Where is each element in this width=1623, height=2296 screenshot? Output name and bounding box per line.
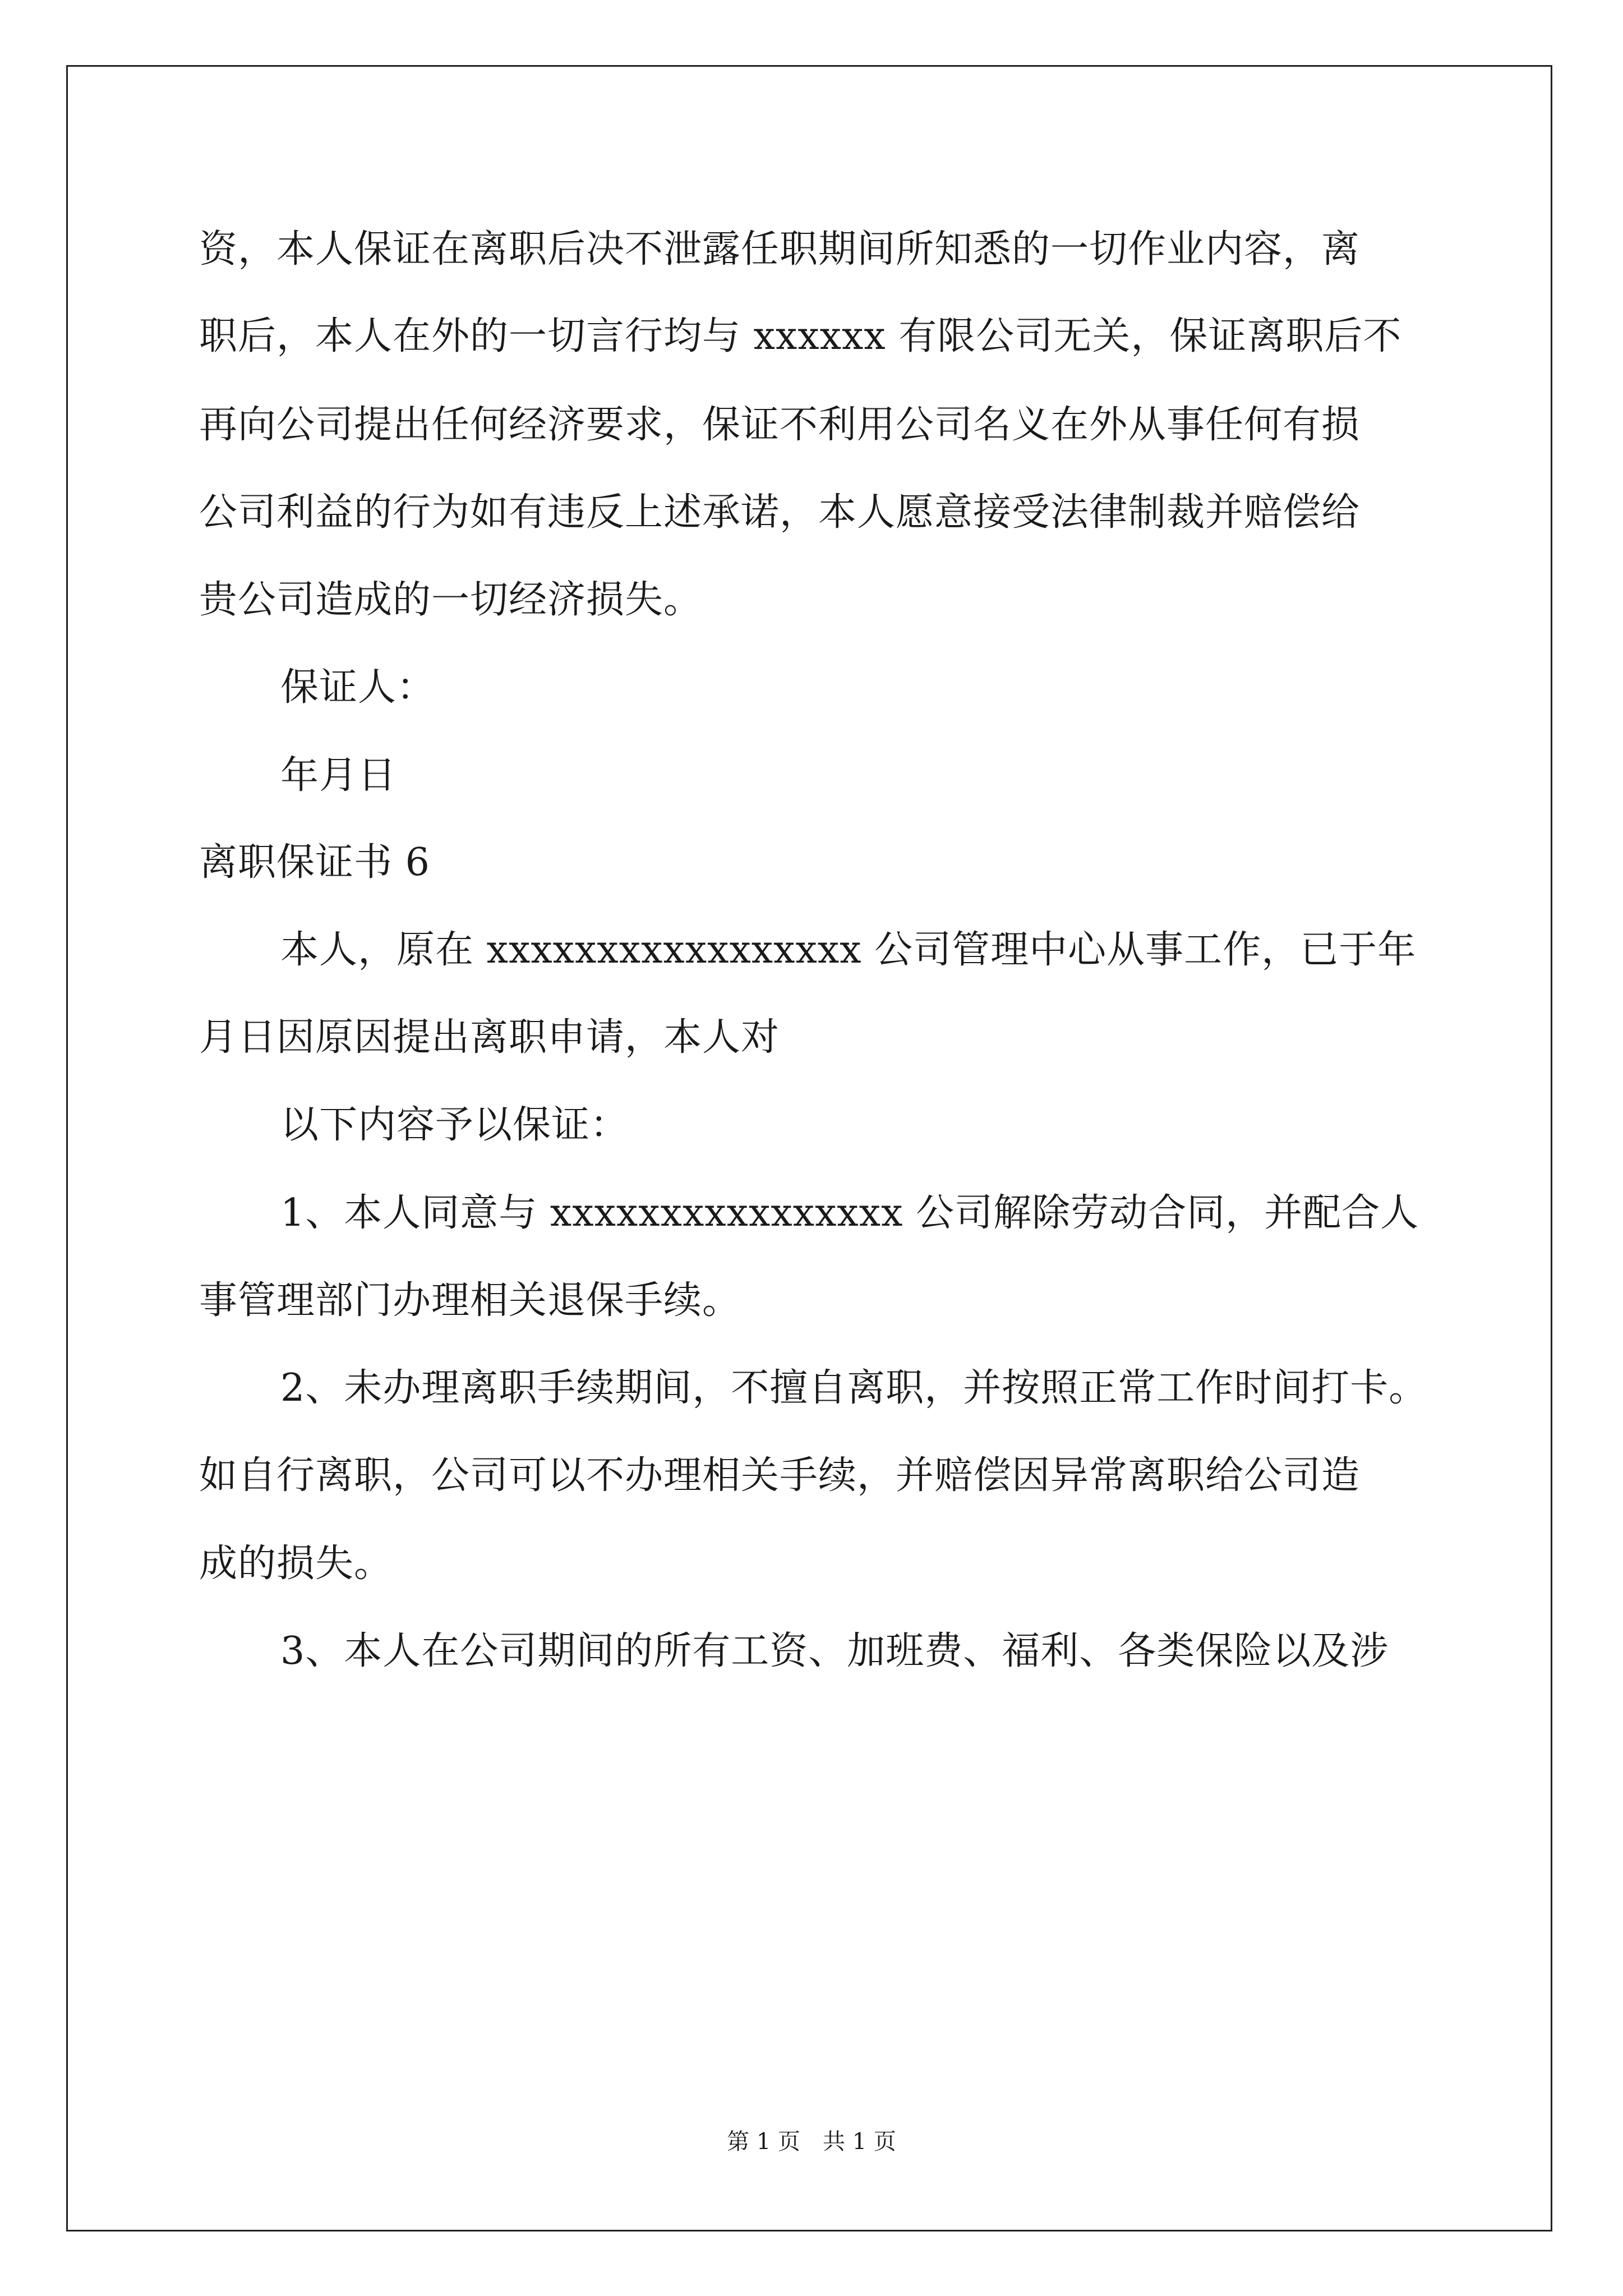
body-text-line: 资，本人保证在离职后决不泄露任职期间所知悉的一切作业内容，离 bbox=[199, 227, 1361, 272]
list-item-2: 2、未办理离职手续期间，不擅自离职，并按照正常工作时间打卡。 bbox=[280, 1366, 1428, 1410]
body-text-line: 贵公司造成的一切经济损失。 bbox=[199, 578, 703, 622]
list-item-1: 1、本人同意与 xxxxxxxxxxxxxxxx 公司解除劳动合同，并配合人 bbox=[280, 1191, 1419, 1235]
body-text-line: 本人，原在 xxxxxxxxxxxxxxxxx 公司管理中心从事工作，已于年 bbox=[280, 928, 1417, 972]
body-text-line: 职后，本人在外的一切言行均与 xxxxxx 有限公司无关，保证离职后不 bbox=[199, 314, 1402, 358]
list-item-3: 3、本人在公司期间的所有工资、加班费、福利、各类保险以及涉 bbox=[280, 1629, 1389, 1673]
body-text-line: 再向公司提出任何经济要求，保证不利用公司名义在外从事任何有损 bbox=[199, 403, 1361, 447]
body-text-line: 以下内容予以保证： bbox=[280, 1103, 629, 1147]
body-text-line: 月日因原因提出离职申请，本人对 bbox=[199, 1015, 780, 1060]
body-text-line: 成的损失。 bbox=[199, 1542, 393, 1586]
body-text-line: 公司利益的行为如有违反上述承诺，本人愿意接受法律制裁并赔偿给 bbox=[199, 490, 1361, 535]
page-border bbox=[66, 65, 1552, 2231]
body-text-line: 如自行离职，公司可以不办理相关手续，并赔偿因异常离职给公司造 bbox=[199, 1453, 1361, 1498]
section-heading: 离职保证书 6 bbox=[199, 840, 430, 885]
body-text-line: 事管理部门办理相关退保手续。 bbox=[199, 1278, 741, 1323]
page-footer: 第 1 页 共 1 页 bbox=[727, 2129, 896, 2155]
guarantor-label: 保证人： bbox=[280, 665, 436, 710]
date-label: 年月日 bbox=[280, 753, 397, 798]
